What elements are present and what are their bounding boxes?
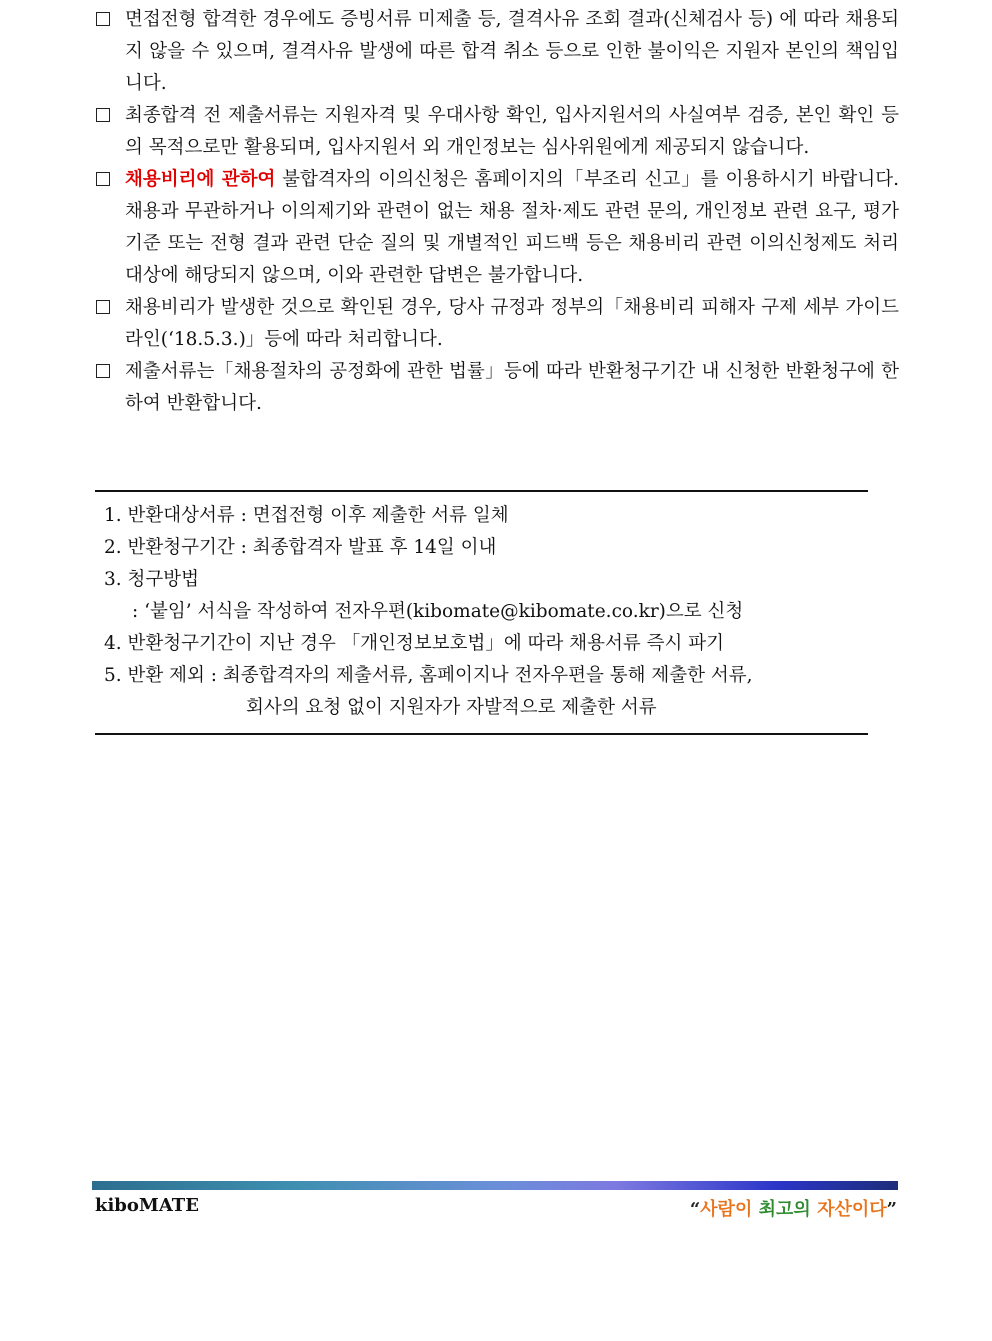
notice-item (93, 4, 899, 100)
notice-text: 최종합격 전 제출서류는 지원자격 및 우대사항 확인, 입사지원서의 사실여부 검증, 본인 확인 등의 목적으로만 활용되며, 입사지원서 외 개인정보는 심사위원에게 제공되지 않습니다. (125, 105, 899, 158)
list-item-3-detail: : ‘붙임’ 서식을 작성하여 전자우편(kibomate@kibomate.co.kr)으로 신청 (132, 601, 744, 622)
notice-text: 제출서류는「채용절차의 공정화에 관한 법률」등에 따라 반환청구기간 내 신청한 반환청구에 한하여 반환합니다. (125, 361, 899, 414)
top-divider (95, 490, 868, 492)
slogan-part-2: 최고의 (758, 1199, 811, 1220)
slogan-close-quote: ” (886, 1199, 897, 1220)
notice-item (93, 100, 899, 164)
notice-text: 채용비리가 발생한 것으로 확인된 경우, 당사 규정과 정부의「채용비리 피해자 구제 세부 가이드라인(‘18.5.3.)」등에 따라 처리합니다. (125, 297, 899, 350)
notice-item (93, 164, 899, 292)
slogan-part-1: 사람이 (700, 1199, 753, 1220)
list-item-4: 4. 반환청구기간이 지난 경우 「개인정보보호법」에 따라 채용서류 즉시 파기 (104, 633, 724, 654)
notice-list (93, 4, 899, 420)
notice-highlight: 채용비리에 관하여 (125, 169, 276, 190)
bottom-divider (95, 733, 868, 735)
list-item-1: 1. 반환대상서류 : 면접전형 이후 제출한 서류 일체 (104, 505, 509, 526)
notice-text: 면접전형 합격한 경우에도 증빙서류 미제출 등, 결격사유 조회 결과(신체검사 등) 에 따라 채용되지 않을 수 있으며, 결격사유 발생에 따른 합격 취소 등으로 인한 불이익은 지원자 본인의 책임입니다. (125, 9, 899, 94)
list-item-5-cont: 회사의 요청 없이 지원자가 자발적으로 제출한 서류 (246, 697, 657, 718)
list-item-5: 5. 반환 제외 : 최종합격자의 제출서류, 홈페이지나 전자우편을 통해 제출한 서류, (104, 665, 753, 686)
checkbox-icon (96, 364, 110, 378)
list-item-2: 2. 반환청구기간 : 최종합격자 발표 후 14일 이내 (104, 537, 497, 558)
list-item-3: 3. 청구방법 (104, 569, 200, 590)
checkbox-icon (96, 300, 110, 314)
checkbox-icon (96, 172, 110, 186)
checkbox-icon (96, 108, 110, 122)
slogan-part-3: 자산이다 (817, 1199, 887, 1220)
footer-brand: kiboMATE (95, 1195, 199, 1216)
footer-slogan (690, 1195, 897, 1221)
notice-text: 불합격자의 이의신청은 홈페이지의「부조리 신고」를 이용하시기 바랍니다. 채용과 무관하거나 이의제기와 관련이 없는 채용 절차·제도 관련 문의, 개인정보 관련 요구, 평가기준 또는 전형 결과 관련 단순 질의 및 개별적인 피드백 등은 채용비리 관련 이의신청제도 처리 대상에 해당되지 않으며, 이와 관련한 답변은 불가합니다. (125, 169, 899, 286)
checkbox-icon (96, 12, 110, 26)
slogan-open-quote: “ (689, 1199, 701, 1220)
notice-item (93, 292, 899, 356)
notice-item (93, 356, 899, 420)
footer-gradient-bar (92, 1181, 898, 1190)
return-info-list (104, 500, 874, 724)
